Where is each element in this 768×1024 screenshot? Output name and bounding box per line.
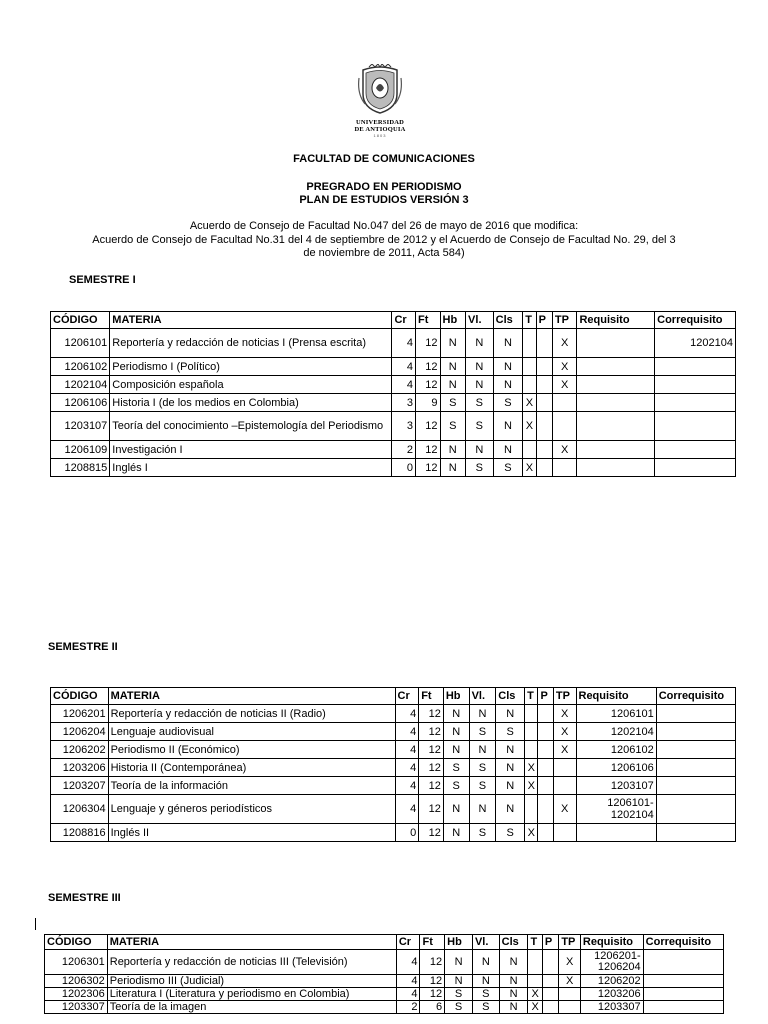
col-materia-cell: Reportería y redacción de noticias I (Prensa escrita) bbox=[110, 329, 392, 358]
col-requisito-cell bbox=[576, 824, 656, 842]
col-correquisito-cell bbox=[656, 759, 735, 777]
col-codigo-cell: 1208815 bbox=[51, 459, 110, 477]
col-hb-cell: N bbox=[440, 358, 466, 376]
table-row bbox=[51, 705, 736, 723]
col-correquisito-header: Correquisito bbox=[656, 688, 735, 705]
col-p-cell bbox=[536, 441, 552, 459]
col-p-cell bbox=[542, 1001, 558, 1014]
col-ft-cell: 12 bbox=[419, 795, 444, 824]
col-t-cell bbox=[523, 376, 536, 394]
col-correquisito-cell bbox=[656, 723, 735, 741]
col-cls-cell: N bbox=[499, 950, 528, 975]
col-correquisito-cell bbox=[655, 412, 736, 441]
col-codigo-cell: 1206204 bbox=[51, 723, 109, 741]
col-ft-cell: 12 bbox=[415, 376, 440, 394]
col-cr-header: Cr bbox=[395, 688, 419, 705]
col-requisito-cell: 1202104 bbox=[576, 723, 656, 741]
university-seal-icon bbox=[355, 64, 405, 114]
col-materia-cell: Periodismo III (Judicial) bbox=[107, 975, 396, 988]
col-materia-cell: Composición española bbox=[110, 376, 392, 394]
col-cls-cell: N bbox=[493, 441, 523, 459]
col-materia-cell: Lenguaje y géneros periodísticos bbox=[108, 795, 395, 824]
col-t-header: T bbox=[528, 935, 542, 950]
col-p-cell bbox=[538, 759, 553, 777]
table-row bbox=[51, 777, 736, 795]
col-p-cell bbox=[536, 412, 552, 441]
col-requisito-cell bbox=[577, 358, 655, 376]
col-ft-cell: 12 bbox=[420, 988, 445, 1001]
col-codigo-cell: 1206302 bbox=[45, 975, 108, 988]
col-requisito-cell: 1206202 bbox=[580, 975, 643, 988]
col-codigo-cell: 1206202 bbox=[51, 741, 109, 759]
col-p-cell bbox=[538, 777, 553, 795]
col-cr-cell: 4 bbox=[395, 741, 419, 759]
program-title: PREGRADO EN PERIODISMO bbox=[306, 181, 462, 193]
col-ft-cell: 12 bbox=[419, 777, 444, 795]
col-ft-cell: 12 bbox=[419, 824, 444, 842]
col-tp-cell: X bbox=[553, 705, 576, 723]
col-cls-cell: N bbox=[499, 975, 528, 988]
col-tp-cell bbox=[552, 412, 577, 441]
col-ft-cell: 12 bbox=[415, 459, 440, 477]
col-correquisito-cell bbox=[655, 358, 736, 376]
col-hb-header: Hb bbox=[440, 312, 466, 329]
col-tp-cell bbox=[552, 459, 577, 477]
col-materia-cell: Investigación I bbox=[110, 441, 392, 459]
col-ft-cell: 12 bbox=[419, 705, 444, 723]
col-materia-cell: Reportería y redacción de noticias II (Radio) bbox=[108, 705, 395, 723]
col-codigo-cell: 1208816 bbox=[51, 824, 109, 842]
header-row bbox=[51, 688, 736, 705]
plan-title: PLAN DE ESTUDIOS VERSIÓN 3 bbox=[299, 194, 469, 206]
col-tp-header: TP bbox=[559, 935, 581, 950]
col-vl-cell: S bbox=[469, 777, 496, 795]
col-t-header: T bbox=[525, 688, 538, 705]
col-cls-cell: N bbox=[496, 705, 525, 723]
col-t-cell: X bbox=[525, 759, 538, 777]
header-row bbox=[45, 935, 724, 950]
col-ft-cell: 12 bbox=[419, 741, 444, 759]
col-vl-header: Vl. bbox=[469, 688, 496, 705]
col-materia-cell: Teoría de la información bbox=[108, 777, 395, 795]
col-correquisito-cell bbox=[656, 795, 735, 824]
col-hb-header: Hb bbox=[445, 935, 473, 950]
col-vl-cell: S bbox=[469, 723, 496, 741]
col-materia-cell: Inglés I bbox=[110, 459, 392, 477]
table-row bbox=[51, 723, 736, 741]
col-cr-cell: 4 bbox=[395, 777, 419, 795]
col-hb-cell: S bbox=[445, 1001, 473, 1014]
col-tp-cell: X bbox=[552, 329, 577, 358]
col-vl-cell: N bbox=[466, 358, 494, 376]
col-tp-cell bbox=[559, 1001, 581, 1014]
col-cls-cell: N bbox=[499, 988, 528, 1001]
col-requisito-cell bbox=[577, 376, 655, 394]
col-tp-cell: X bbox=[553, 741, 576, 759]
col-cr-cell: 0 bbox=[392, 459, 416, 477]
col-t-cell bbox=[528, 975, 542, 988]
col-t-header: T bbox=[523, 312, 536, 329]
col-correquisito-cell bbox=[656, 777, 735, 795]
col-tp-cell: X bbox=[559, 950, 581, 975]
col-cr-header: Cr bbox=[396, 935, 420, 950]
faculty-title: FACULTAD DE COMUNICACIONES bbox=[293, 153, 475, 165]
col-cr-cell: 4 bbox=[392, 358, 416, 376]
col-vl-header: Vl. bbox=[466, 312, 494, 329]
col-t-cell: X bbox=[528, 988, 542, 1001]
col-t-cell bbox=[525, 741, 538, 759]
col-correquisito-cell bbox=[656, 824, 735, 842]
col-correquisito-cell bbox=[655, 441, 736, 459]
col-cls-cell: S bbox=[496, 723, 525, 741]
col-ft-header: Ft bbox=[420, 935, 445, 950]
col-t-cell: X bbox=[523, 459, 536, 477]
col-cr-cell: 0 bbox=[395, 824, 419, 842]
col-tp-cell bbox=[552, 394, 577, 412]
col-hb-cell: N bbox=[440, 329, 466, 358]
col-codigo-cell: 1206106 bbox=[51, 394, 110, 412]
col-p-cell bbox=[538, 705, 553, 723]
col-cls-cell: N bbox=[496, 795, 525, 824]
col-materia-cell: Periodismo I (Político) bbox=[110, 358, 392, 376]
col-vl-cell: N bbox=[466, 329, 494, 358]
col-hb-cell: N bbox=[440, 376, 466, 394]
col-codigo-cell: 1206304 bbox=[51, 795, 109, 824]
col-cr-cell: 4 bbox=[395, 705, 419, 723]
col-codigo-header: CÓDIGO bbox=[51, 688, 109, 705]
col-p-cell bbox=[538, 723, 553, 741]
col-materia-cell: Historia I (de los medios en Colombia) bbox=[110, 394, 392, 412]
col-cls-cell: N bbox=[496, 777, 525, 795]
col-materia-header: MATERIA bbox=[110, 312, 392, 329]
logo-text-line1: UNIVERSIDAD bbox=[355, 119, 405, 126]
col-vl-cell: S bbox=[469, 759, 496, 777]
col-t-cell bbox=[525, 705, 538, 723]
col-cls-header: Cls bbox=[493, 312, 523, 329]
semester-3-heading: SEMESTRE III bbox=[48, 892, 121, 904]
col-p-cell bbox=[542, 988, 558, 1001]
col-tp-cell: X bbox=[553, 795, 576, 824]
table-row bbox=[51, 824, 736, 842]
col-t-cell bbox=[525, 795, 538, 824]
col-cls-cell: N bbox=[493, 412, 523, 441]
col-p-cell bbox=[536, 394, 552, 412]
col-materia-cell: Historia II (Contemporánea) bbox=[108, 759, 395, 777]
col-codigo-header: CÓDIGO bbox=[45, 935, 108, 950]
col-correquisito-cell bbox=[643, 988, 723, 1001]
col-tp-cell: X bbox=[552, 441, 577, 459]
col-ft-cell: 12 bbox=[420, 975, 445, 988]
col-correquisito-cell: 1202104 bbox=[655, 329, 736, 358]
col-vl-cell: N bbox=[469, 795, 496, 824]
col-t-cell: X bbox=[528, 1001, 542, 1014]
col-ft-header: Ft bbox=[419, 688, 444, 705]
col-requisito-cell: 1206102 bbox=[576, 741, 656, 759]
col-vl-cell: S bbox=[472, 1001, 499, 1014]
col-requisito-cell: 1203206 bbox=[580, 988, 643, 1001]
col-p-cell bbox=[536, 329, 552, 358]
col-requisito-cell: 1206101 bbox=[576, 705, 656, 723]
col-vl-header: Vl. bbox=[472, 935, 499, 950]
col-vl-cell: N bbox=[466, 441, 494, 459]
col-correquisito-cell bbox=[655, 459, 736, 477]
col-codigo-header: CÓDIGO bbox=[51, 312, 110, 329]
semester-1-heading: SEMESTRE I bbox=[69, 274, 136, 286]
col-vl-cell: S bbox=[469, 824, 496, 842]
col-t-cell bbox=[528, 950, 542, 975]
col-cls-header: Cls bbox=[496, 688, 525, 705]
col-hb-cell: S bbox=[443, 759, 469, 777]
col-p-cell bbox=[536, 358, 552, 376]
col-hb-cell: N bbox=[443, 723, 469, 741]
col-hb-cell: S bbox=[440, 394, 466, 412]
col-cls-cell: N bbox=[493, 376, 523, 394]
col-ft-cell: 12 bbox=[415, 441, 440, 459]
table-row bbox=[45, 975, 724, 988]
table-row bbox=[45, 950, 724, 975]
col-tp-header: TP bbox=[553, 688, 576, 705]
agreement-line1: Acuerdo de Consejo de Facultad No.047 del 26 de mayo de 2016 que modifica: bbox=[189, 220, 579, 232]
col-codigo-cell: 1203207 bbox=[51, 777, 109, 795]
col-p-header: P bbox=[538, 688, 553, 705]
table-row bbox=[51, 459, 736, 477]
col-p-cell bbox=[542, 975, 558, 988]
col-codigo-cell: 1206201 bbox=[51, 705, 109, 723]
col-vl-cell: S bbox=[466, 459, 494, 477]
col-correquisito-cell bbox=[643, 950, 723, 975]
col-p-cell bbox=[538, 795, 553, 824]
col-codigo-cell: 1206102 bbox=[51, 358, 110, 376]
col-p-cell bbox=[536, 376, 552, 394]
col-cr-cell: 4 bbox=[395, 795, 419, 824]
col-hb-cell: N bbox=[443, 741, 469, 759]
col-t-cell bbox=[523, 441, 536, 459]
col-correquisito-cell bbox=[643, 1001, 723, 1014]
col-requisito-header: Requisito bbox=[577, 312, 655, 329]
col-correquisito-cell bbox=[655, 376, 736, 394]
semester-1-table bbox=[50, 311, 736, 477]
col-p-header: P bbox=[542, 935, 558, 950]
table-row bbox=[51, 329, 736, 358]
col-correquisito-header: Correquisito bbox=[643, 935, 723, 950]
col-correquisito-cell bbox=[655, 394, 736, 412]
col-codigo-cell: 1202104 bbox=[51, 376, 110, 394]
col-correquisito-cell bbox=[656, 705, 735, 723]
col-hb-cell: N bbox=[443, 824, 469, 842]
col-materia-cell: Reportería y redacción de noticias III (Televisión) bbox=[107, 950, 396, 975]
col-requisito-header: Requisito bbox=[580, 935, 643, 950]
col-cls-cell: N bbox=[493, 358, 523, 376]
col-tp-cell: X bbox=[559, 975, 581, 988]
col-hb-cell: S bbox=[440, 412, 466, 441]
col-p-cell bbox=[538, 824, 553, 842]
table-row bbox=[45, 1001, 724, 1014]
col-materia-header: MATERIA bbox=[107, 935, 396, 950]
col-tp-cell bbox=[559, 988, 581, 1001]
col-materia-cell: Periodismo II (Económico) bbox=[108, 741, 395, 759]
col-ft-cell: 6 bbox=[420, 1001, 445, 1014]
col-ft-cell: 12 bbox=[419, 759, 444, 777]
col-cls-cell: N bbox=[493, 329, 523, 358]
col-cls-cell: S bbox=[496, 824, 525, 842]
col-cr-cell: 3 bbox=[392, 412, 416, 441]
col-correquisito-cell bbox=[643, 975, 723, 988]
col-cr-cell: 4 bbox=[396, 988, 420, 1001]
col-t-cell bbox=[525, 723, 538, 741]
col-hb-cell: N bbox=[440, 441, 466, 459]
col-tp-cell: X bbox=[553, 723, 576, 741]
col-cr-cell: 2 bbox=[392, 441, 416, 459]
col-tp-cell: X bbox=[552, 376, 577, 394]
col-cr-cell: 4 bbox=[396, 975, 420, 988]
col-hb-cell: S bbox=[445, 988, 473, 1001]
table-row bbox=[51, 394, 736, 412]
col-cr-cell: 4 bbox=[392, 376, 416, 394]
col-ft-cell: 12 bbox=[415, 329, 440, 358]
col-requisito-cell bbox=[577, 329, 655, 358]
col-cr-cell: 2 bbox=[396, 1001, 420, 1014]
col-t-cell: X bbox=[523, 412, 536, 441]
col-requisito-cell bbox=[577, 459, 655, 477]
text-cursor bbox=[35, 918, 36, 930]
col-correquisito-header: Correquisito bbox=[655, 312, 736, 329]
col-cls-cell: N bbox=[496, 741, 525, 759]
col-codigo-cell: 1203206 bbox=[51, 759, 109, 777]
col-hb-cell: N bbox=[445, 950, 473, 975]
col-hb-cell: N bbox=[445, 975, 473, 988]
col-t-cell: X bbox=[525, 777, 538, 795]
col-hb-cell: S bbox=[443, 777, 469, 795]
semester-2-heading: SEMESTRE II bbox=[48, 641, 118, 653]
col-vl-cell: N bbox=[469, 741, 496, 759]
col-vl-cell: S bbox=[472, 988, 499, 1001]
col-p-cell bbox=[542, 950, 558, 975]
col-t-cell bbox=[523, 329, 536, 358]
col-vl-cell: S bbox=[466, 394, 494, 412]
table-row bbox=[51, 376, 736, 394]
col-cr-cell: 3 bbox=[392, 394, 416, 412]
col-requisito-cell: 1206101- 1202104 bbox=[576, 795, 656, 824]
col-materia-cell: Teoría del conocimiento –Epistemología del Periodismo bbox=[110, 412, 392, 441]
col-requisito-cell: 1206201- 1206204 bbox=[580, 950, 643, 975]
col-t-cell: X bbox=[525, 824, 538, 842]
col-requisito-cell bbox=[577, 412, 655, 441]
col-p-cell bbox=[536, 459, 552, 477]
table-row bbox=[51, 795, 736, 824]
semester-2-table bbox=[50, 687, 736, 842]
col-cls-cell: N bbox=[499, 1001, 528, 1014]
col-tp-cell bbox=[553, 759, 576, 777]
col-hb-header: Hb bbox=[443, 688, 469, 705]
col-p-cell bbox=[538, 741, 553, 759]
col-materia-cell: Literatura I (Literatura y periodismo en Colombia) bbox=[107, 988, 396, 1001]
col-p-header: P bbox=[536, 312, 552, 329]
col-tp-cell: X bbox=[552, 358, 577, 376]
col-materia-header: MATERIA bbox=[108, 688, 395, 705]
col-requisito-cell: 1203307 bbox=[580, 1001, 643, 1014]
agreement-line3: de noviembre de 2011, Acta 584) bbox=[303, 247, 465, 259]
col-ft-cell: 12 bbox=[415, 358, 440, 376]
col-vl-cell: N bbox=[472, 975, 499, 988]
col-requisito-cell: 1206106 bbox=[576, 759, 656, 777]
header-row bbox=[51, 312, 736, 329]
col-vl-cell: N bbox=[466, 376, 494, 394]
table-row bbox=[51, 441, 736, 459]
col-ft-cell: 12 bbox=[419, 723, 444, 741]
col-codigo-cell: 1203107 bbox=[51, 412, 110, 441]
col-ft-cell: 12 bbox=[415, 412, 440, 441]
col-codigo-cell: 1206301 bbox=[45, 950, 108, 975]
col-cr-header: Cr bbox=[392, 312, 416, 329]
col-codigo-cell: 1206101 bbox=[51, 329, 110, 358]
col-materia-cell: Lenguaje audiovisual bbox=[108, 723, 395, 741]
col-requisito-header: Requisito bbox=[576, 688, 656, 705]
col-cr-cell: 4 bbox=[396, 950, 420, 975]
col-vl-cell: N bbox=[469, 705, 496, 723]
table-row bbox=[51, 358, 736, 376]
col-hb-cell: N bbox=[443, 705, 469, 723]
semester-3-table bbox=[44, 934, 724, 1014]
table-row bbox=[45, 988, 724, 1001]
col-vl-cell: S bbox=[466, 412, 494, 441]
col-t-cell bbox=[523, 358, 536, 376]
col-cr-cell: 4 bbox=[395, 759, 419, 777]
col-tp-cell bbox=[553, 824, 576, 842]
col-requisito-cell: 1203107 bbox=[576, 777, 656, 795]
col-hb-cell: N bbox=[440, 459, 466, 477]
col-ft-header: Ft bbox=[415, 312, 440, 329]
col-vl-cell: N bbox=[472, 950, 499, 975]
col-ft-cell: 12 bbox=[420, 950, 445, 975]
col-ft-cell: 9 bbox=[415, 394, 440, 412]
col-cr-cell: 4 bbox=[395, 723, 419, 741]
col-cls-cell: S bbox=[493, 394, 523, 412]
col-codigo-cell: 1202306 bbox=[45, 988, 108, 1001]
col-materia-cell: Inglés II bbox=[108, 824, 395, 842]
col-hb-cell: N bbox=[443, 795, 469, 824]
col-tp-header: TP bbox=[552, 312, 577, 329]
col-cr-cell: 4 bbox=[392, 329, 416, 358]
col-t-cell: X bbox=[523, 394, 536, 412]
col-cls-header: Cls bbox=[499, 935, 528, 950]
table-row bbox=[51, 759, 736, 777]
logo-text-line3: 1803 bbox=[373, 133, 387, 138]
col-materia-cell: Teoría de la imagen bbox=[107, 1001, 396, 1014]
university-logo bbox=[350, 64, 410, 136]
logo-text-line2: DE ANTIOQUIA bbox=[354, 126, 406, 133]
col-requisito-cell bbox=[577, 394, 655, 412]
col-cls-cell: N bbox=[496, 759, 525, 777]
col-tp-cell bbox=[553, 777, 576, 795]
col-correquisito-cell bbox=[656, 741, 735, 759]
col-requisito-cell bbox=[577, 441, 655, 459]
col-cls-cell: S bbox=[493, 459, 523, 477]
col-codigo-cell: 1206109 bbox=[51, 441, 110, 459]
table-row bbox=[51, 741, 736, 759]
col-codigo-cell: 1203307 bbox=[45, 1001, 108, 1014]
table-row bbox=[51, 412, 736, 441]
agreement-line2: Acuerdo de Consejo de Facultad No.31 del 4 de septiembre de 2012 y el Acuerdo de Consejo de Facultad No. 29, del 3 bbox=[92, 234, 676, 246]
